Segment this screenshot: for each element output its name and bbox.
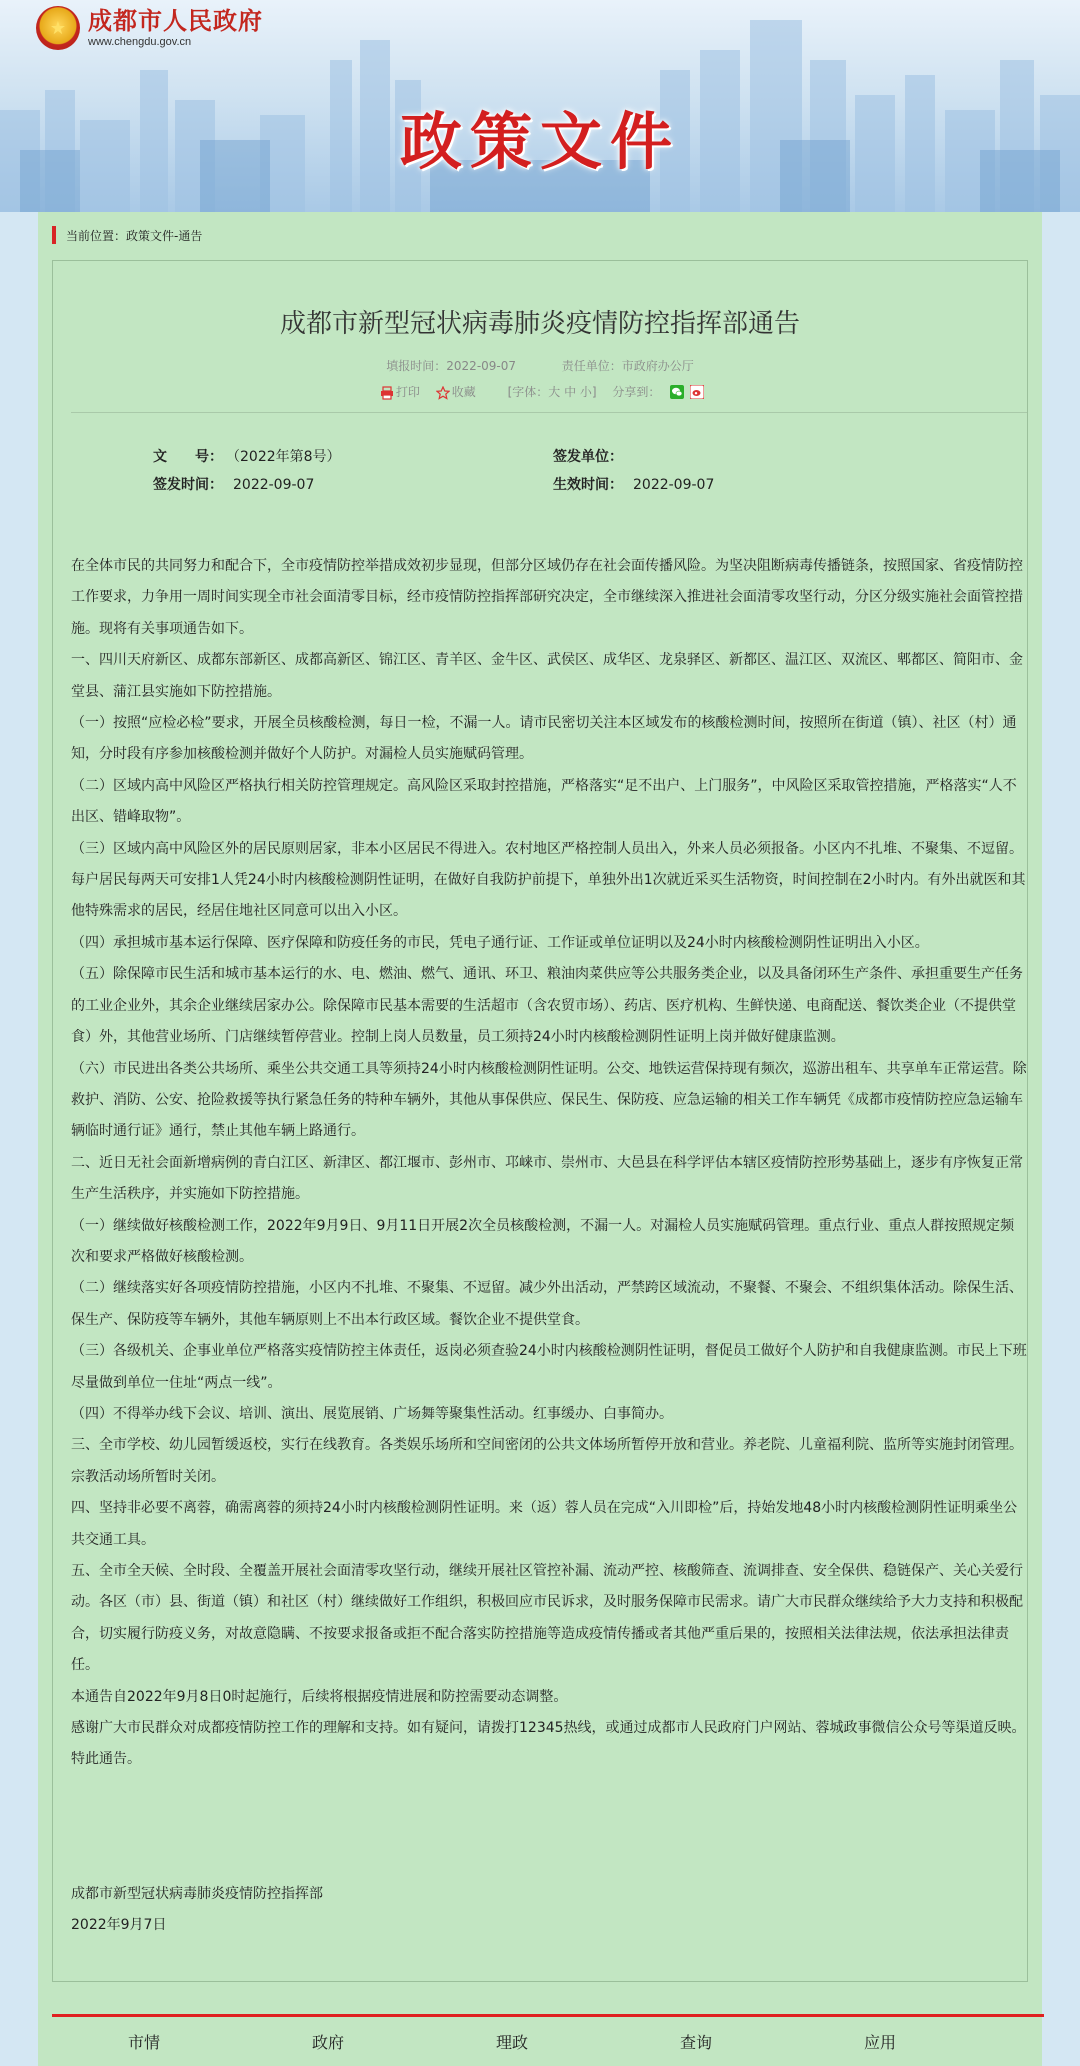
paragraph: （二）继续落实好各项疫情防控措施，小区内不扎堆、不聚集、不逗留。减少外出活动，严禁跨区域流动，不聚餐、不聚会、不组织集体活动。除保生活、保生产、保防疫等车辆外，其他车辆原则上不出本行政区域。餐饮企业不提供堂食。: [71, 1280, 1023, 1328]
footer-divider: [52, 2014, 1044, 2017]
paragraph: （六）市民进出各类公共场所、乘坐公共交通工具等须持24小时内核酸检测阴性证明。公交、地铁运营保持现有频次，巡游出租车、共享单车正常运营。除救护、消防、公安、抢险救援等执行紧急任务的特种车辆外，其他从事保供应、保民生、保防疫、应急运输的相关工作车辆凭《成都市疫情防控应急运输车辆临时通行证》通行，禁止其他车辆上路通行。: [71, 1060, 1027, 1140]
star-icon: [436, 386, 450, 400]
paragraph: 在全体市民的共同努力和配合下，全市疫情防控举措成效初步显现，但部分区域仍存在社会面传播风险。为坚决阻断病毒传播链条，按照国家、省疫情防控工作要求，力争用一周时间实现全市社会面清零目标，经市疫情防控指挥部研究决定，全市继续深入推进社会面清零攻坚行动，分区分级实施社会面管控措施。现将有关事项通告如下。: [71, 558, 1023, 637]
signature-org: 成都市新型冠状病毒肺炎疫情防控指挥部: [71, 1886, 323, 1902]
paragraph: （一）按照“应检必检”要求，开展全员核酸检测，每日一检，不漏一人。请市民密切关注本区域发布的核酸检测时间，按照所在街道（镇）、社区（村）通知，分时段有序参加核酸检测并做好个人防护。对漏检人员实施赋码管理。: [71, 715, 1017, 763]
issue-date-value: 2022-09-07: [233, 477, 315, 493]
field-effective-date: [553, 471, 953, 499]
paragraph: 特此通告。: [71, 1751, 141, 1768]
share-label: 分享到：: [612, 385, 661, 399]
paragraph: 一、四川天府新区、成都东部新区、成都高新区、锦江区、青羊区、金牛区、武侯区、成华区、龙泉驿区、新都区、温江区、双流区、郫都区、简阳市、金堂县、蒲江县实施如下防控措施。: [71, 652, 1023, 700]
font-size-switch[interactable]: [字体：大 中 小]: [507, 385, 597, 399]
signature-date: 2022年9月7日: [71, 1917, 167, 1934]
article-body: [71, 551, 1027, 1776]
signature-block: [71, 1879, 323, 1942]
paragraph: 本通告自2022年9月8日0时起施行，后续将根据疫情进展和防控需要动态调整。: [71, 1688, 568, 1705]
wechat-icon[interactable]: [670, 385, 684, 399]
doc-number-label: 文 号：: [153, 449, 223, 465]
footer-nav-item[interactable]: 理政: [495, 2033, 528, 2052]
responsible-unit: 责任单位：市政府办公厅: [561, 359, 694, 373]
effective-date-value: 2022-09-07: [633, 477, 715, 493]
footer-nav-item[interactable]: 查询: [679, 2033, 712, 2052]
article-meta: [53, 357, 1027, 374]
article-toolbar: [53, 383, 1027, 400]
field-doc-number: [153, 443, 553, 471]
paragraph: （二）区域内高中风险区严格执行相关防控管理规定。高风险区采取封控措施，严格落实“足不出户、上门服务”，中风险区采取管控措施，严格落实“人不出区、错峰取物”。: [71, 777, 1017, 826]
favorite-button[interactable]: [436, 383, 476, 400]
footer-nav-item[interactable]: 政府: [311, 2033, 344, 2052]
document-container: [52, 260, 1028, 1982]
paragraph: （五）除保障市民生活和城市基本运行的水、电、燃油、燃气、通讯、环卫、粮油肉菜供应等公共服务类企业，以及具备闭环生产条件、承担重要生产任务的工业企业外，其余企业继续居家办公。除保障市民基本需要的生活超市（含农贸市场）、药店、医疗机构、生鲜快递、电商配送、餐饮类企业（不提供堂食）外，其他营业场所、门店继续暂停营业。控制上岗人员数量，员工须持24小时内核酸检测阴性证明上岗并做好健康监测。: [71, 966, 1023, 1046]
field-issue-date: [153, 471, 553, 499]
paragraph: （一）继续做好核酸检测工作，2022年9月9日、9月11日开展2次全员核酸检测，不漏一人。对漏检人员实施赋码管理。重点行业、重点人群按照规定频次和要求严格做好核酸检测。: [71, 1217, 1015, 1265]
banner-title: 政策文件: [399, 105, 680, 178]
print-button[interactable]: [380, 383, 420, 400]
site-banner: [0, 0, 1080, 212]
paragraph: 四、坚持非必要不离蓉，确需离蓉的须持24小时内核酸检测阴性证明。来（返）蓉人员在完成“入川即检”后，持始发地48小时内核酸检测阴性证明乘坐公共交通工具。: [71, 1500, 1018, 1548]
weibo-icon[interactable]: [690, 385, 704, 399]
page-title: 成都市新型冠状病毒肺炎疫情防控指挥部通告: [279, 309, 800, 339]
publish-date: 填报时间：2022-09-07: [386, 359, 517, 373]
field-issuer: [553, 443, 953, 471]
breadcrumb-marker: [52, 226, 56, 244]
national-emblem-icon: ★: [36, 6, 80, 50]
paragraph: （三）各级机关、企事业单位严格落实疫情防控主体责任，返岗必须查验24小时内核酸检测阴性证明，督促员工做好个人防护和自我健康监测。市民上下班尽量做到单位一住址“两点一线”。: [71, 1343, 1027, 1391]
issuer-label: 签发单位：: [553, 449, 623, 465]
favorite-label: 收藏: [451, 385, 476, 399]
printer-icon: [380, 386, 394, 400]
paragraph: 五、全市全天候、全时段、全覆盖开展社会面清零攻坚行动，继续开展社区管控补漏、流动严控、核酸筛查、流调排查、安全保供、稳链保产、关心关爱行动。各区（市）县、街道（镇）和社区（村）继续做好工作组织，积极回应市民诉求，及时服务保障市民需求。请广大市民群众继续给予大力支持和积极配合，切实履行防疫义务，对故意隐瞒、不按要求报备或拒不配合落实防控措施等造成疫情传播或者其他严重后果的，按照相关法律法规，依法承担法律责任。: [71, 1563, 1023, 1674]
paragraph: 三、全市学校、幼儿园暂缓返校，实行在线教育。各类娱乐场所和空间密闭的公共文体场所暂停开放和营业。养老院、儿童福利院、监所等实施封闭管理。宗教活动场所暂时关闭。: [71, 1437, 1023, 1485]
breadcrumb-text[interactable]: 当前位置：政策文件-通告: [66, 228, 203, 243]
footer-nav: [52, 2026, 972, 2060]
document-fields: [153, 443, 953, 499]
paragraph: （三）区域内高中风险区外的居民原则居家，非本小区居民不得进入。农村地区严格控制人员出入，外来人员必须报备。小区内不扎堆、不聚集、不逗留。每户居民每两天可安排1人凭24小时内核酸检测阴性证明，在做好自我防护前提下，单独外出1次就近采买生活物资，时间控制在2小时内。有外出就医和其他特殊需求的居民，经居住地社区同意可以出入小区。: [71, 840, 1026, 920]
site-name: 成都市人民政府: [88, 6, 263, 35]
breadcrumb: [52, 224, 202, 246]
paragraph: （四）承担城市基本运行保障、医疗保障和防疫任务的市民，凭电子通行证、工作证或单位证明以及24小时内核酸检测阴性证明出入小区。: [71, 934, 929, 951]
effective-date-label: 生效时间：: [553, 477, 623, 493]
doc-number-value: （2022年第8号）: [233, 449, 341, 465]
site-url: www.chengdu.gov.cn: [88, 36, 192, 48]
site-logo[interactable]: [36, 6, 263, 50]
title-divider: [71, 412, 1027, 413]
footer-nav-item[interactable]: 市情: [127, 2033, 160, 2052]
paragraph: （四）不得举办线下会议、培训、演出、展览展销、广场舞等聚集性活动。红事缓办、白事简办。: [71, 1405, 673, 1422]
paragraph: 二、近日无社会面新增病例的青白江区、新津区、都江堰市、彭州市、邛崃市、崇州市、大邑县在科学评估本辖区疫情防控形势基础上，逐步有序恢复正常生产生活秩序，并实施如下防控措施。: [71, 1154, 1023, 1203]
content-panel: [38, 212, 1042, 2066]
footer-nav-item[interactable]: 应用: [863, 2033, 896, 2052]
issue-date-label: 签发时间：: [153, 477, 223, 493]
paragraph: 感谢广大市民群众对成都疫情防控工作的理解和支持。如有疑问，请拨打12345热线，或通过成都市人民政府门户网站、蓉城政事微信公众号等渠道反映。: [71, 1720, 1026, 1737]
print-label: 打印: [395, 385, 420, 399]
